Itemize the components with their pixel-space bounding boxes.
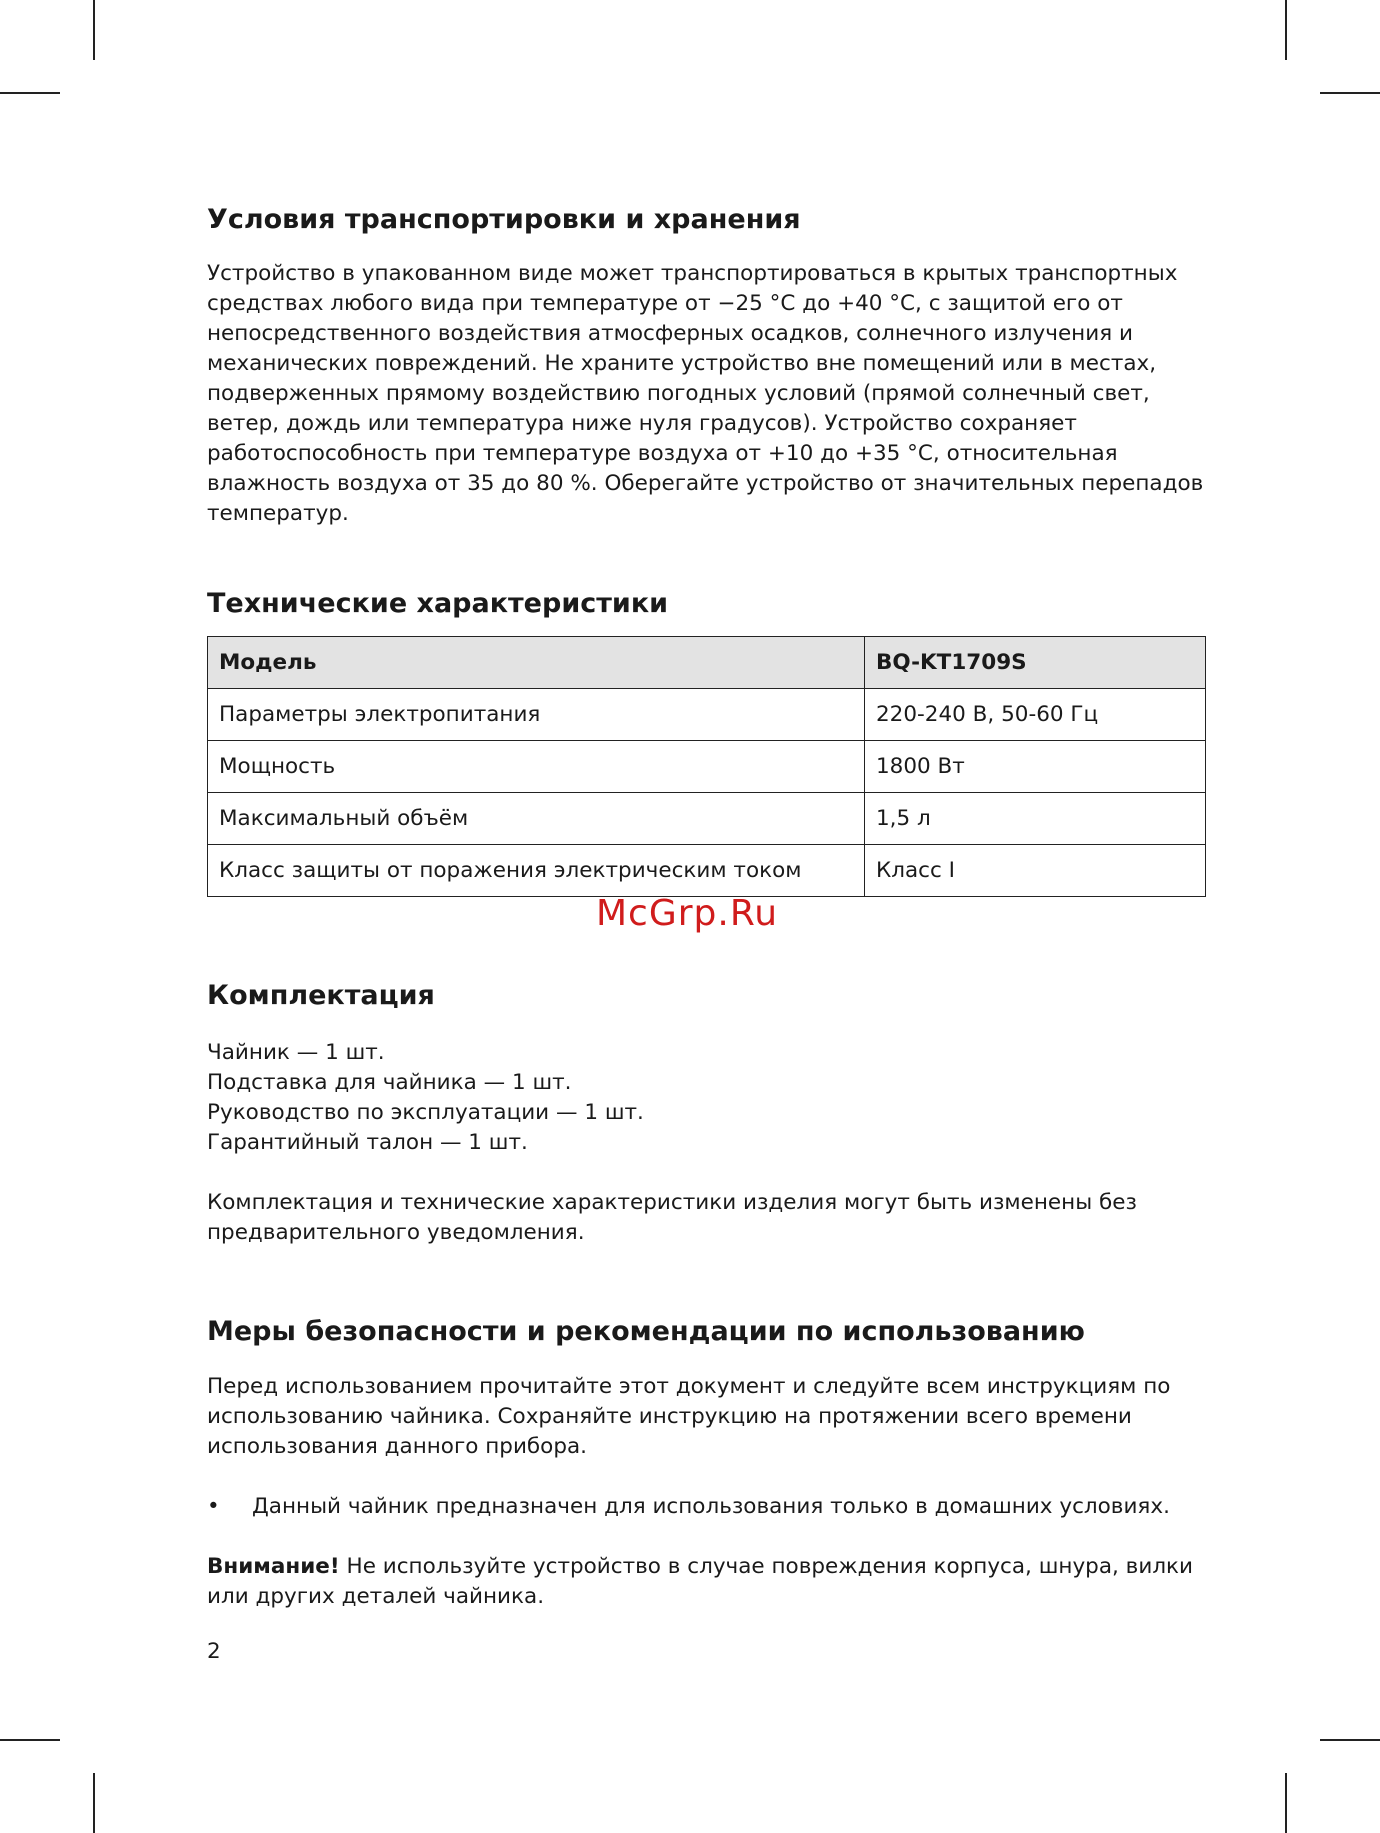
spec-value: 220-240 В, 50-60 Гц: [865, 689, 1206, 741]
storage-heading: Условия транспортировки и хранения: [207, 204, 801, 235]
safety-intro: Перед использованием прочитайте этот документ и следуйте всем инструкциям по использованию чайника. Сохраняйте инструкцию на протяжении всего времени использования данного прибора.: [207, 1374, 1171, 1459]
crop-mark: [0, 92, 60, 94]
spec-label: Параметры электропитания: [208, 689, 865, 741]
table-row: [208, 637, 1206, 689]
table-row: [208, 793, 1206, 845]
crop-mark: [1285, 0, 1287, 60]
crop-mark: [1320, 92, 1380, 94]
crop-mark: [93, 0, 95, 60]
bullet-text: Данный чайник предназначен для использования только в домашних условиях.: [252, 1494, 1170, 1519]
table-row: [208, 845, 1206, 897]
spec-label: Класс защиты от поражения электрическим током: [208, 845, 865, 897]
list-item: Подставка для чайника — 1 шт.: [207, 1070, 572, 1095]
table-row: [208, 741, 1206, 793]
spec-value: Класс I: [865, 845, 1206, 897]
warning-label: Внимание!: [207, 1554, 340, 1579]
watermark: McGrp.Ru: [596, 893, 779, 934]
crop-mark: [1285, 1773, 1287, 1833]
table-row: [208, 689, 1206, 741]
spec-value: BQ-KT1709S: [865, 637, 1206, 689]
kit-note: Комплектация и технические характеристики изделия могут быть изменены без предварительного уведомления.: [207, 1190, 1137, 1245]
crop-mark: [93, 1773, 95, 1833]
spec-label: Максимальный объём: [208, 793, 865, 845]
specs-table: [207, 636, 1206, 897]
crop-mark: [1320, 1739, 1380, 1741]
warning-paragraph: [207, 1552, 1207, 1612]
spec-label: Мощность: [208, 741, 865, 793]
bullet-item: [207, 1492, 1207, 1522]
bullet-icon: •: [207, 1494, 220, 1519]
list-item: Чайник — 1 шт.: [207, 1040, 385, 1065]
crop-mark: [0, 1739, 60, 1741]
list-item: Гарантийный талон — 1 шт.: [207, 1130, 528, 1155]
list-item: Руководство по эксплуатации — 1 шт.: [207, 1100, 644, 1125]
spec-value: 1800 Вт: [865, 741, 1206, 793]
storage-paragraph: Устройство в упакованном виде может транспортироваться в крытых транспортных средствах любого вида при температуре от −25 °С до +40 °С, с защитой его от непосредственного воздействия атмосферных осадков, солнечного излучения и механических повреждений. Не храните устройство вне помещений или в местах, подверженных прямому воздействию погодных условий (прямой солнечный свет, ветер, дождь или температура ниже нуля градусов). Устройство сохраняет работоспособность при температуре воздуха от +10 до +35 °С, относительная влажность воздуха от 35 до 80 %. Оберегайте устройство от значительных перепадов температур.: [207, 261, 1204, 526]
kit-heading: Комплектация: [207, 980, 435, 1011]
specs-heading: Технические характеристики: [207, 588, 669, 619]
spec-value: 1,5 л: [865, 793, 1206, 845]
warning-text: Не используйте устройство в случае повреждения корпуса, шнура, вилки или других деталей чайника.: [207, 1554, 1194, 1609]
safety-heading: Меры безопасности и рекомендации по использованию: [207, 1316, 1085, 1347]
page-number: 2: [207, 1639, 221, 1664]
kit-list: [207, 1038, 1207, 1158]
spec-label: Модель: [208, 637, 865, 689]
